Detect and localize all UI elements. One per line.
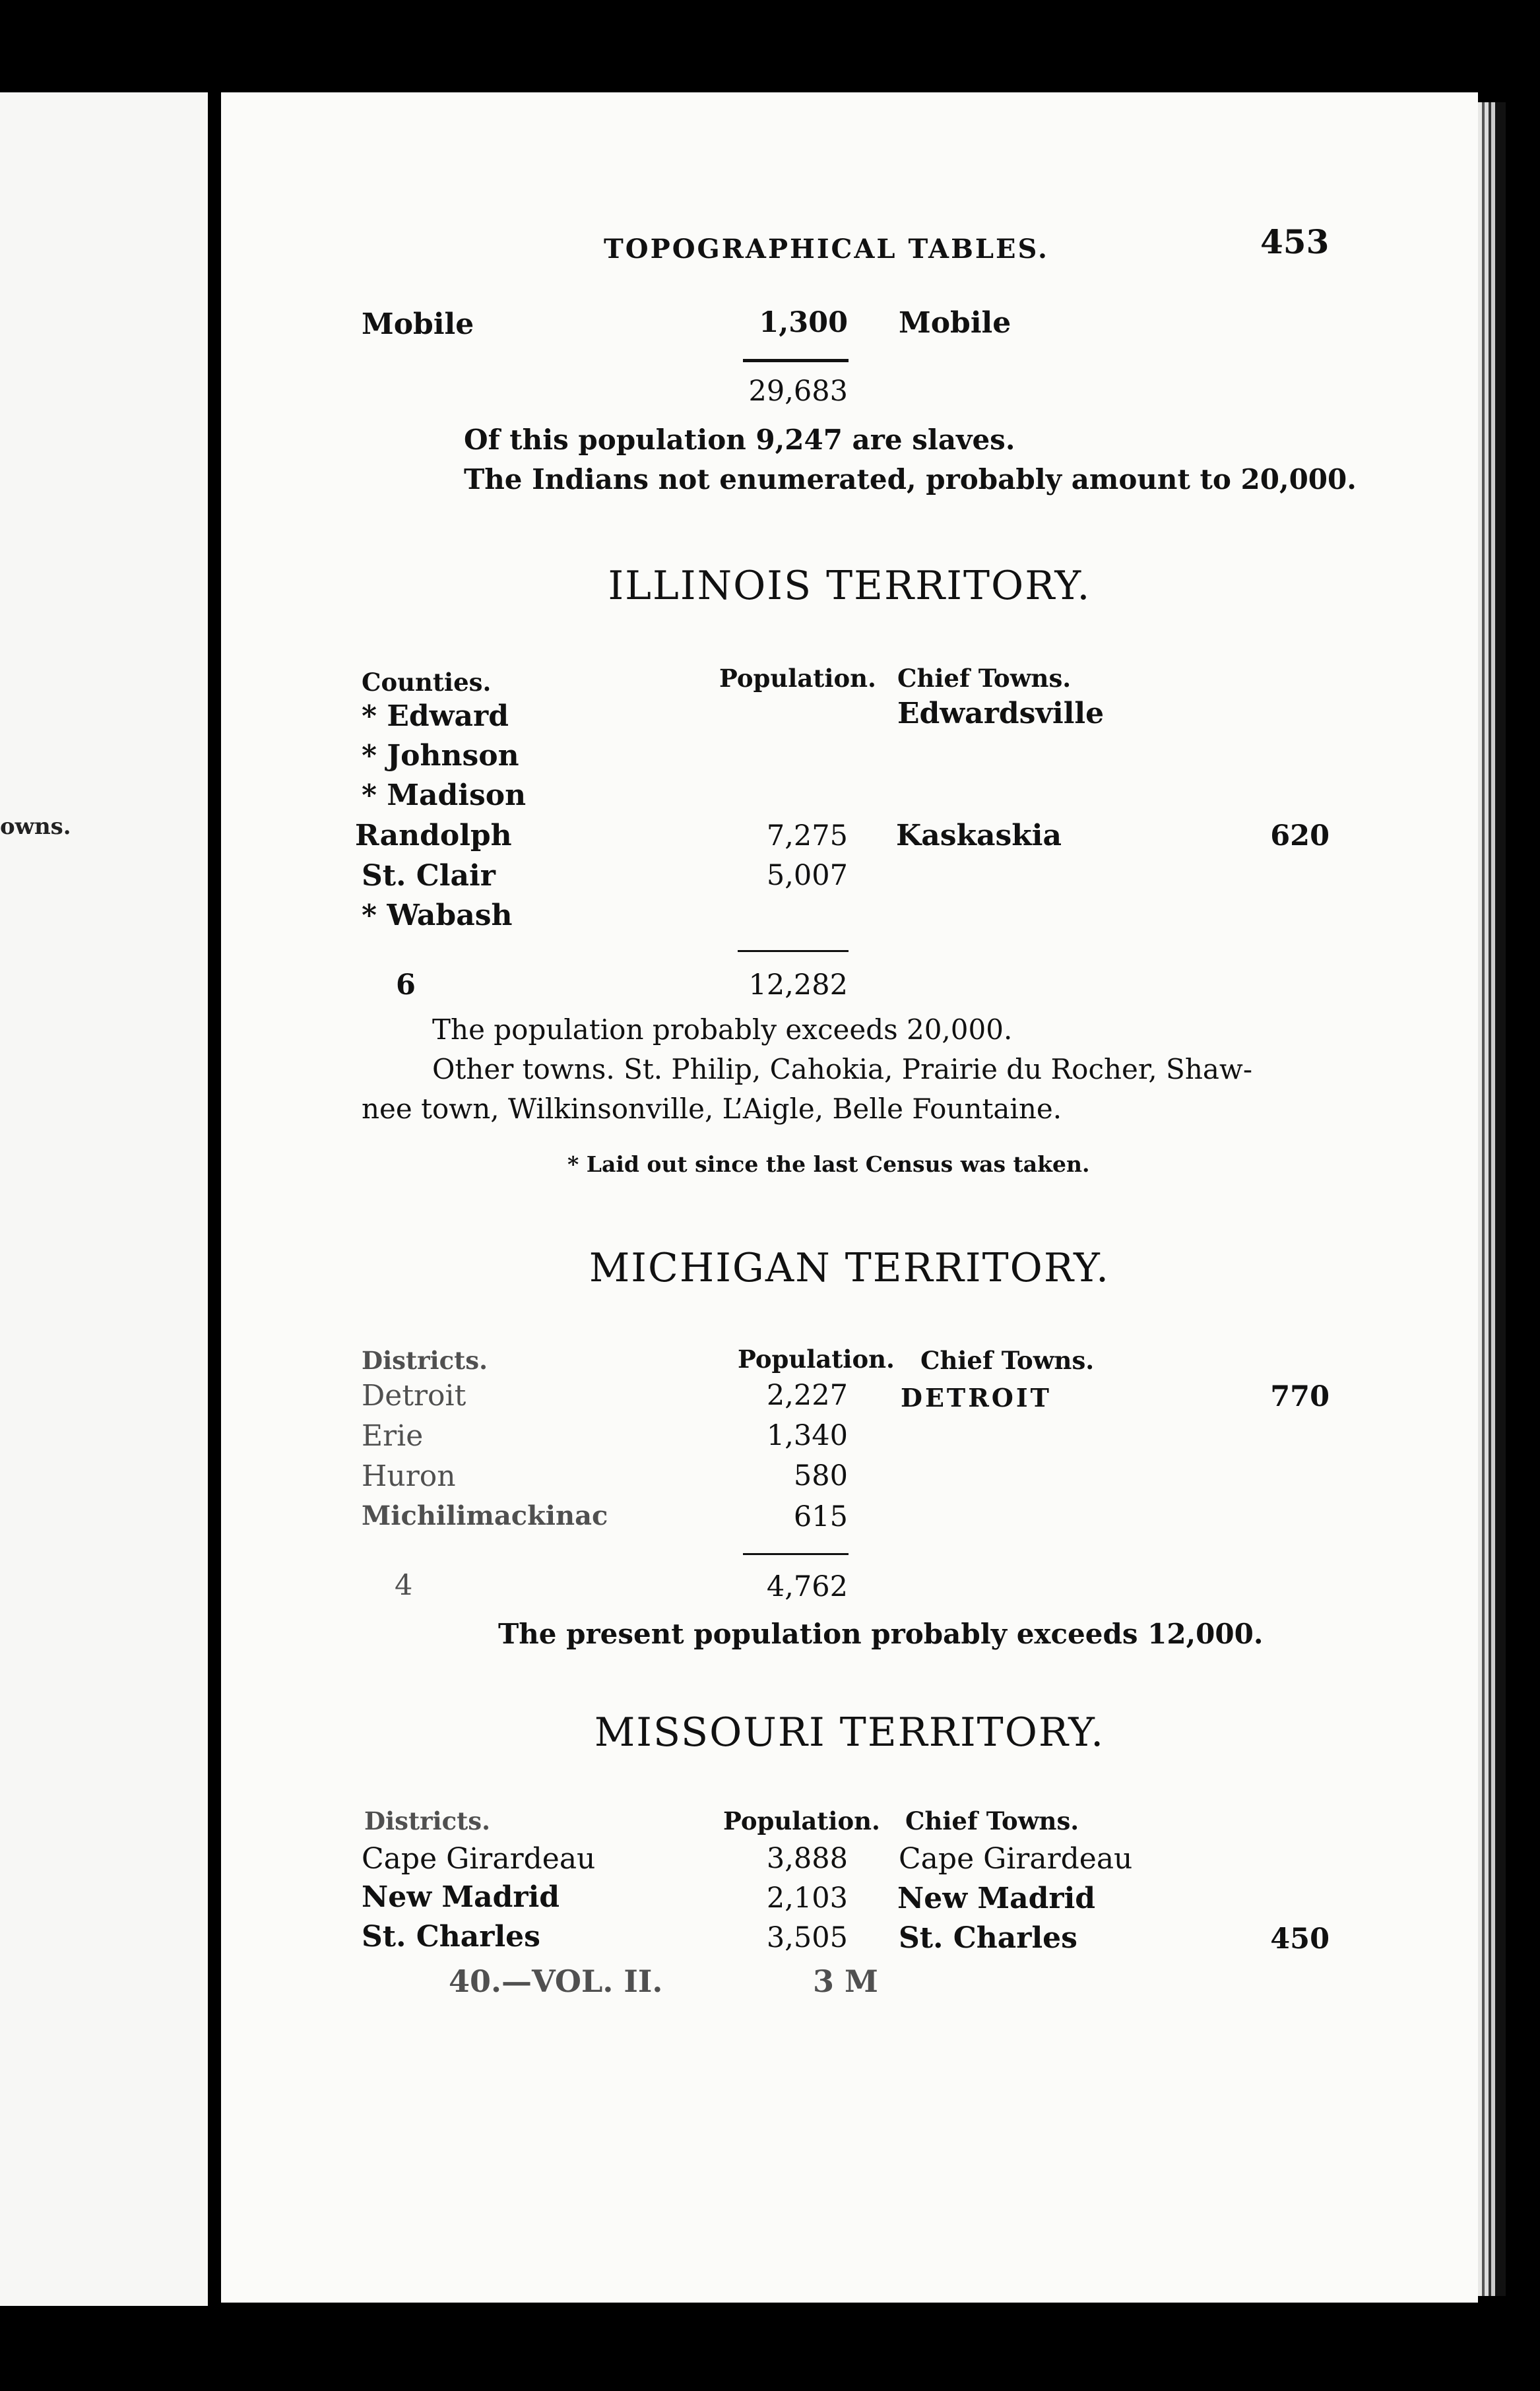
illinois-col-population: Population. [719, 664, 876, 693]
total-rule [738, 950, 849, 952]
page-edge [1478, 102, 1506, 2296]
michigan-col-towns: Chief Towns. [920, 1346, 1095, 1375]
illinois-population-note: The population probably exceeds 20,000. [432, 1013, 1013, 1046]
indians-note: The Indians not enumerated, probably amount to 20,000. [464, 463, 1357, 495]
illinois-footnote: * Laid out since the last Census was taken. [567, 1151, 1090, 1177]
missouri-col-districts: Districts. [364, 1806, 490, 1835]
michigan-row-name: Detroit [362, 1379, 466, 1413]
illinois-col-towns: Chief Towns. [897, 664, 1072, 693]
missouri-row-name: Cape Girardeau [362, 1842, 596, 1876]
illinois-other-towns: Other towns. St. Philip, Cahokia, Prairie du Rocher, Shaw- [432, 1053, 1253, 1085]
illinois-row-name: * Wabash [362, 899, 513, 932]
michigan-population-note: The present population probably exceeds 12,000. [498, 1618, 1264, 1650]
michigan-row-name: Erie [362, 1419, 424, 1453]
missouri-row-name: St. Charles [362, 1920, 540, 1954]
illinois-row-name: * Johnson [362, 739, 519, 773]
missouri-row-population: 3,888 [766, 1842, 848, 1875]
michigan-col-districts: Districts. [362, 1346, 488, 1375]
illinois-title: ILLINOIS TERRITORY. [608, 563, 1091, 609]
michigan-row-population: 1,340 [766, 1419, 848, 1452]
mobile-town: Mobile [899, 306, 1011, 340]
illinois-count: 6 [396, 969, 416, 1002]
illinois-row-name: * Edward [362, 699, 509, 733]
michigan-row-town: DETROIT [901, 1383, 1052, 1413]
top-total: 29,683 [748, 375, 848, 408]
missouri-row-population: 3,505 [766, 1921, 848, 1954]
illinois-row-extra: 620 [1270, 819, 1330, 852]
michigan-row-population: 615 [793, 1500, 848, 1533]
illinois-row-name: St. Clair [362, 859, 496, 893]
total-rule [743, 359, 849, 362]
illinois-other-towns-cont: nee town, Wilkinsonville, L’Aigle, Belle Fountaine. [362, 1093, 1062, 1125]
page-number: 453 [1260, 222, 1330, 261]
total-rule [743, 1553, 849, 1555]
left-page-fragment: owns. [0, 813, 71, 840]
missouri-row-extra: 450 [1270, 1923, 1330, 1956]
missouri-row-town: Cape Girardeau [899, 1842, 1133, 1876]
illinois-row-name: Randolph [355, 819, 512, 852]
missouri-row-town: New Madrid [897, 1882, 1096, 1915]
running-head: TOPOGRAPHICAL TABLES. [604, 234, 1049, 265]
mobile-population: 1,300 [759, 306, 848, 339]
mobile-label: Mobile [362, 307, 474, 341]
signature-mark: 40.—VOL. II. [449, 1963, 663, 1999]
michigan-row-name: Huron [362, 1459, 456, 1493]
illinois-row-town: Edwardsville [897, 697, 1105, 730]
illinois-row-name: * Madison [362, 779, 527, 812]
michigan-title: MICHIGAN TERRITORY. [589, 1245, 1110, 1291]
illinois-total: 12,282 [748, 969, 848, 1002]
missouri-row-town: St. Charles [899, 1921, 1077, 1955]
michigan-row-extra: 770 [1270, 1380, 1330, 1413]
slaves-note: Of this population 9,247 are slaves. [464, 424, 1015, 456]
michigan-col-population: Population. [738, 1345, 895, 1374]
sheet-mark: 3 M [813, 1963, 878, 1999]
left-page [0, 92, 208, 2306]
illinois-row-town: Kaskaskia [896, 819, 1062, 852]
missouri-row-population: 2,103 [766, 1882, 848, 1915]
missouri-row-name: New Madrid [362, 1880, 560, 1914]
illinois-col-counties: Counties. [362, 668, 492, 697]
illinois-row-population: 7,275 [766, 819, 848, 852]
michigan-row-population: 580 [793, 1459, 848, 1492]
illinois-row-population: 5,007 [766, 859, 848, 892]
michigan-count: 4 [395, 1569, 413, 1602]
michigan-row-name: Michilimackinac [362, 1500, 608, 1531]
michigan-row-population: 2,227 [766, 1379, 848, 1412]
michigan-total: 4,762 [766, 1570, 848, 1603]
missouri-title: MISSOURI TERRITORY. [594, 1709, 1105, 1756]
missouri-col-population: Population. [723, 1806, 880, 1835]
missouri-col-towns: Chief Towns. [905, 1806, 1079, 1835]
